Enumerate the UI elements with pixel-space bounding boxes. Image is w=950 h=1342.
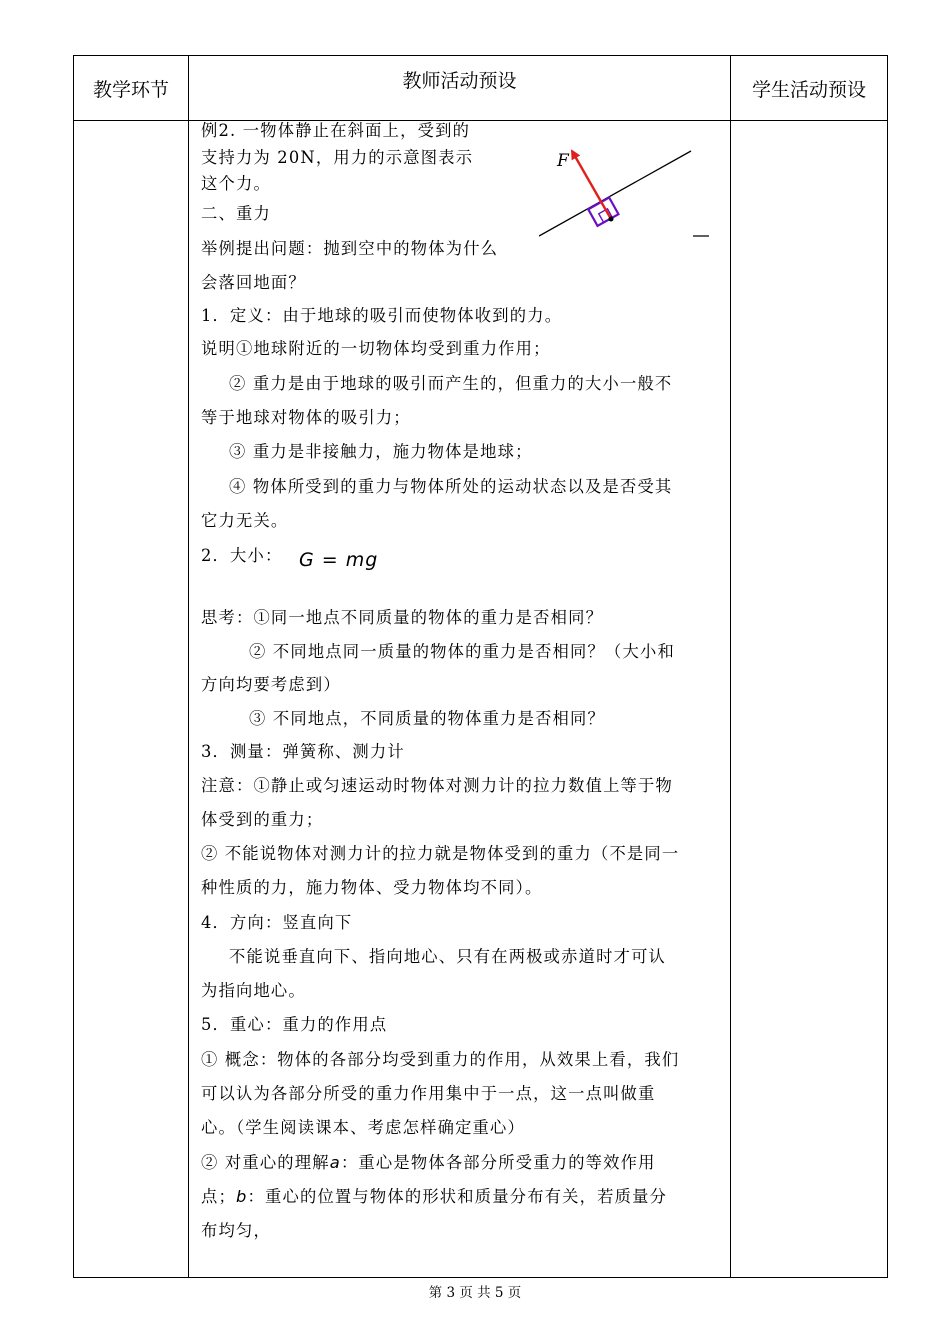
- incline-force-diagram: [539, 131, 709, 281]
- text-line: ② 不能说物体对测力计的拉力就是物体受到的重力（不是同一: [201, 844, 680, 863]
- text-segment: 点；: [201, 1187, 236, 1206]
- text-line: 4．方向：竖直向下: [201, 913, 353, 932]
- header-teaching-stage: 教学环节: [74, 56, 189, 121]
- text-line: [201, 1149, 656, 1173]
- text-line: ③ 重力是非接触力，施力物体是地球；: [229, 442, 533, 461]
- text-line: ③ 不同地点，不同质量的物体重力是否相同？: [249, 709, 606, 728]
- table-header-row: [74, 56, 888, 121]
- force-origin-dot: [609, 217, 614, 222]
- text-segment: ② 对重心的理解: [201, 1153, 330, 1172]
- text-line: ② 重力是由于地球的吸引而产生的，但重力的大小一般不: [229, 374, 673, 393]
- text-line: 2．大小：: [201, 546, 283, 565]
- text-line: 心。（学生阅读课本、考虑怎样确定重心）: [201, 1118, 526, 1137]
- text-line: 种性质的力，施力物体、受力物体均不同）。: [201, 878, 543, 897]
- text-line: 思考：①同一地点不同质量的物体的重力是否相同？: [201, 608, 604, 627]
- text-segment: ：重心的位置与物体的形状和质量分布有关，若质量分: [247, 1187, 668, 1206]
- text-line: 5．重心：重力的作用点: [201, 1015, 388, 1034]
- text-line: 为指向地心。: [201, 981, 306, 1000]
- text-line: 注意：①静止或匀速运动时物体对测力计的拉力数值上等于物: [201, 776, 673, 795]
- gravity-formula: G = mg: [299, 549, 379, 571]
- text-line: 这个力。: [201, 174, 271, 193]
- text-line: ① 概念：物体的各部分均受到重力的作用，从效果上看，我们: [201, 1050, 680, 1069]
- page-footer: 第 3 页 共 5 页: [428, 1285, 522, 1301]
- table-body-row: [74, 121, 888, 1278]
- text-line: 1．定义：由于地球的吸引而使物体收到的力。: [201, 306, 563, 325]
- text-line: 不能说垂直向下、指向地心、只有在两极或赤道时才可认: [229, 947, 667, 966]
- text-line: 等于地球对物体的吸引力；: [201, 408, 411, 427]
- student-activity-cell: [731, 121, 888, 1278]
- header-teacher-activity: 教师活动预设: [189, 56, 731, 121]
- text-line: 二、重力: [201, 204, 271, 223]
- text-segment-italic: a: [329, 1153, 341, 1172]
- text-line: 可以认为各部分所受的重力作用集中于一点，这一点叫做重: [201, 1084, 656, 1103]
- text-line: 举例提出问题：抛到空中的物体为什么: [201, 239, 499, 258]
- text-line: [201, 1183, 667, 1207]
- teacher-activity-cell: [189, 121, 731, 1278]
- text-line: 布均匀，: [201, 1221, 271, 1240]
- force-label: F: [557, 151, 569, 171]
- text-line: 会落回地面？: [201, 273, 306, 292]
- text-line: 例2. 一物体静止在斜面上，受到的: [201, 121, 471, 140]
- block: [588, 198, 618, 226]
- text-line: ② 不同地点同一质量的物体的重力是否相同？（大小和: [249, 642, 675, 661]
- teacher-activity-content: [189, 121, 730, 1277]
- lesson-table: [73, 55, 888, 1278]
- text-line: 体受到的重力；: [201, 810, 324, 829]
- text-line: 它力无关。: [201, 511, 289, 530]
- teaching-stage-cell: [74, 121, 189, 1278]
- header-student-activity: 学生活动预设: [731, 56, 888, 121]
- text-line: 3．测量：弹簧称、测力计: [201, 742, 405, 761]
- text-line: 方向均要考虑到）: [201, 675, 341, 694]
- text-segment: ：重心是物体各部分所受重力的等效作用: [340, 1153, 656, 1172]
- text-line: 支持力为 20N，用力的示意图表示: [201, 148, 474, 167]
- text-line: 说明①地球附近的一切物体均受到重力作用；: [201, 339, 551, 358]
- text-segment-italic: b: [235, 1187, 248, 1206]
- text-line: ④ 物体所受到的重力与物体所处的运动状态以及是否受其: [229, 477, 673, 496]
